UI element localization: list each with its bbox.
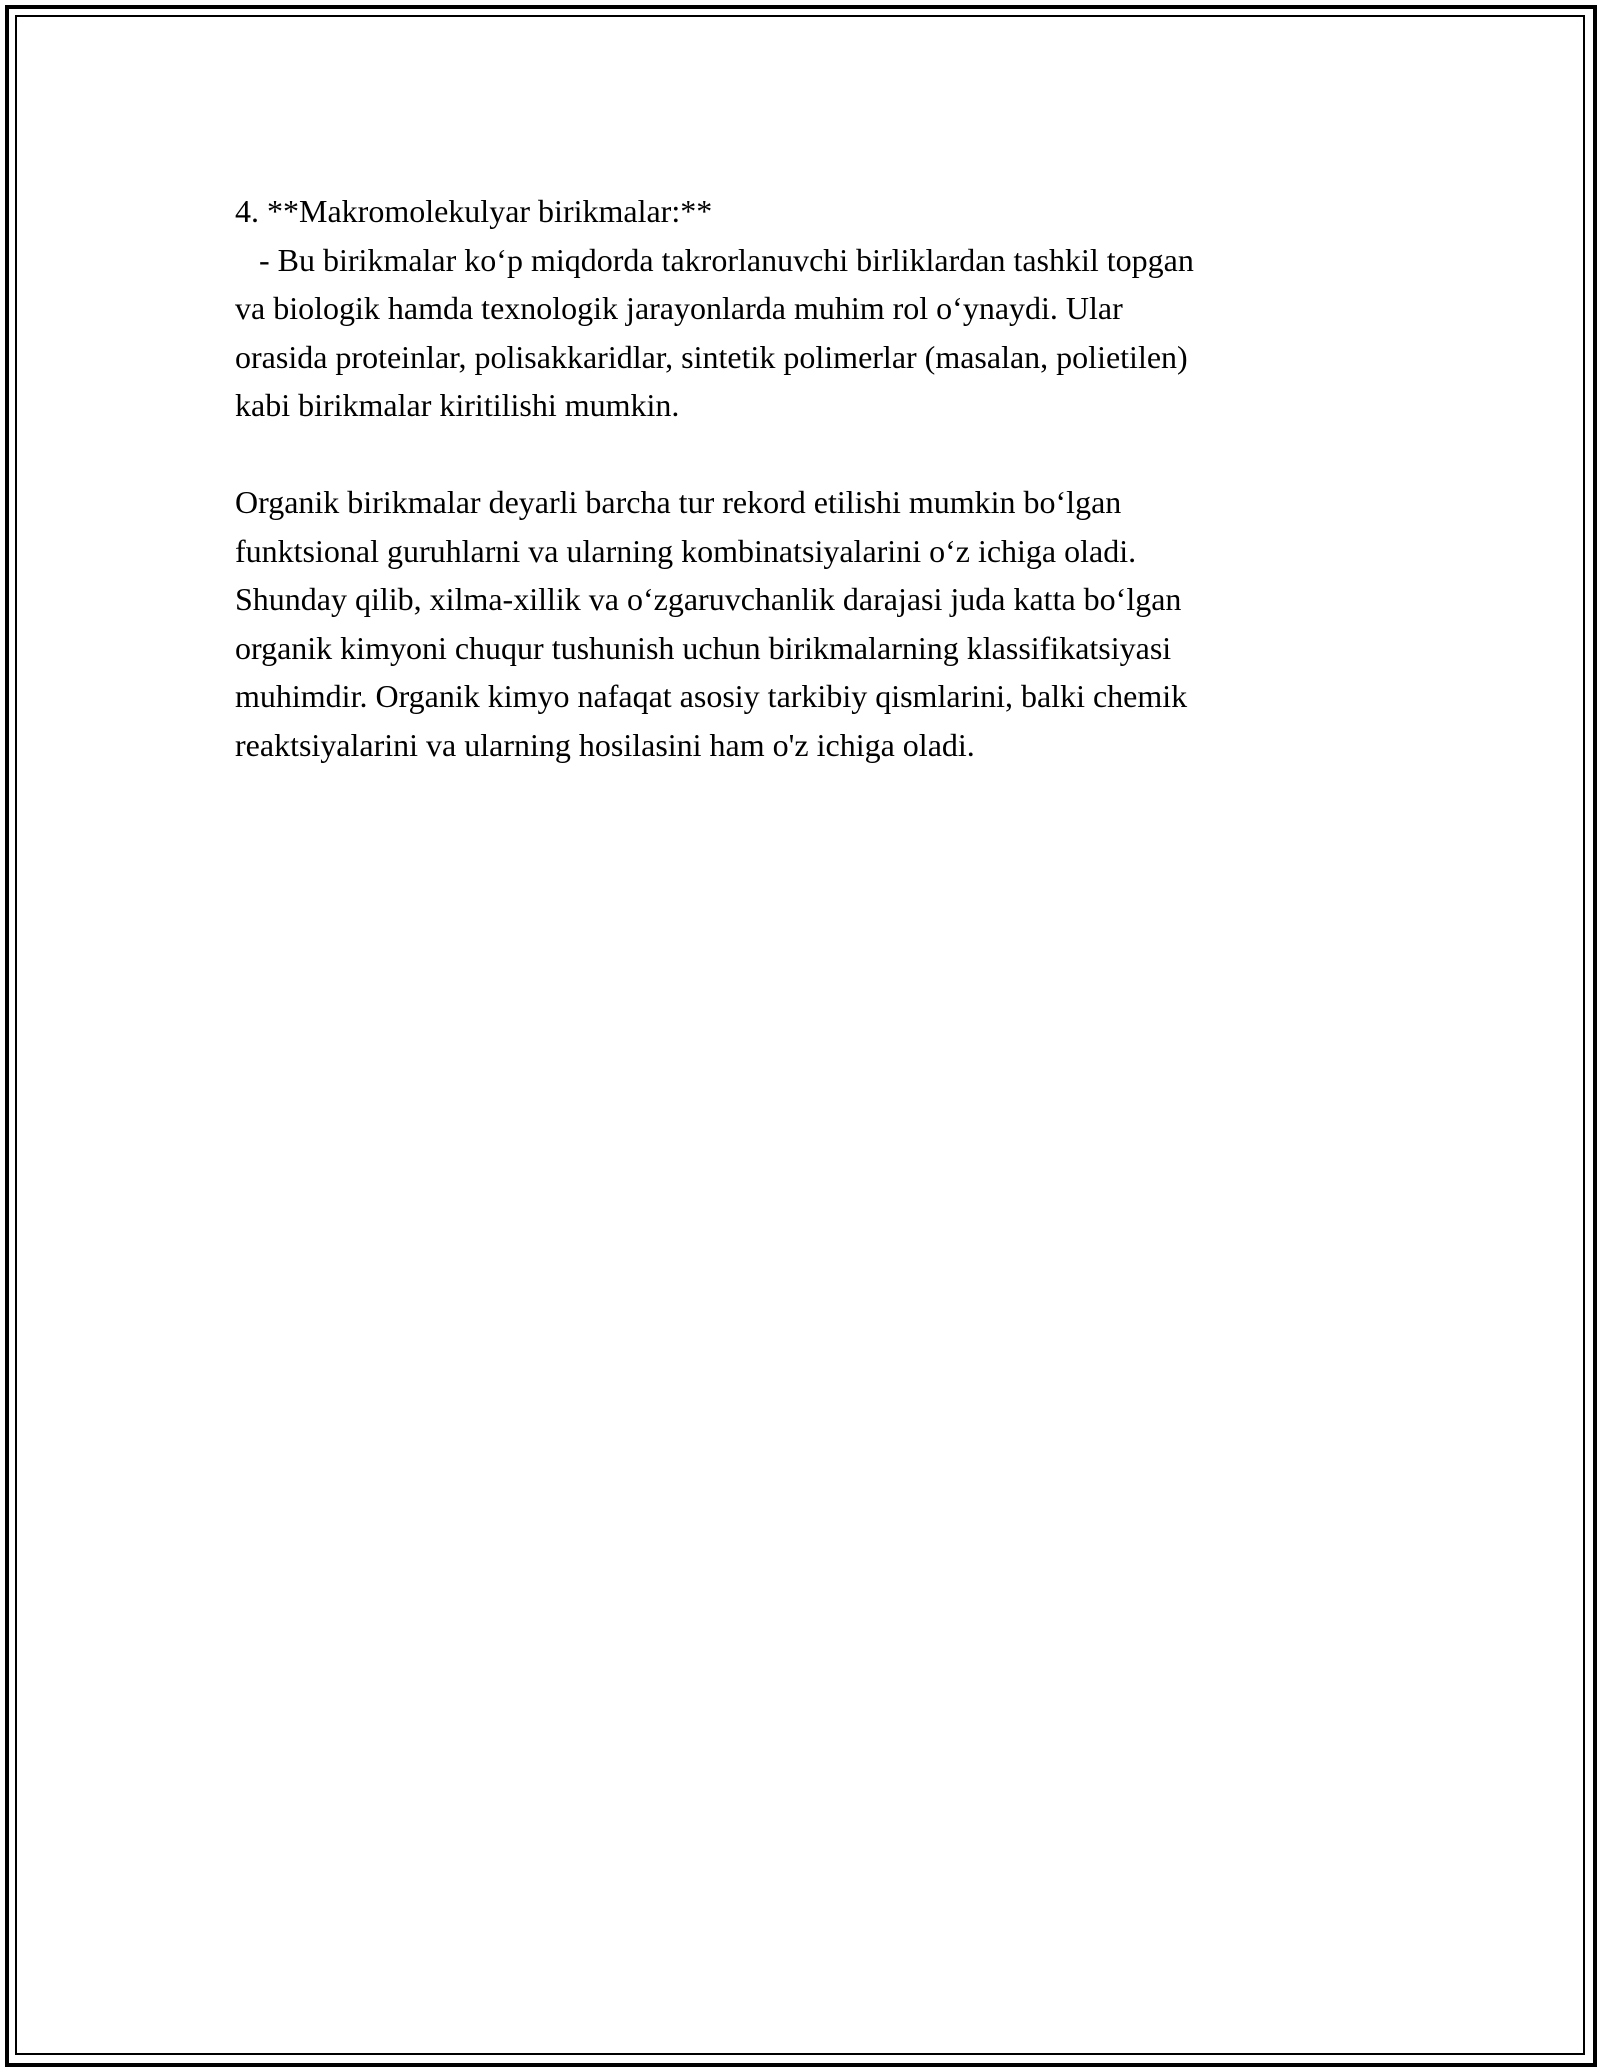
conclusion-line: funktsional guruhlarni va ularning kombinatsiyalarini o‘z ichiga oladi. xyxy=(235,532,1137,569)
conclusion-line: Organik birikmalar deyarli barcha tur rekord etilishi mumkin bo‘lgan xyxy=(235,484,1122,520)
conclusion-line: organik kimyoni chuqur tushunish uchun birikmalarning klassifikatsiyasi xyxy=(235,629,1172,666)
conclusion-line: muhimdir. Organik kimyo nafaqat asosiy tarkibiy qismlarini, balki chemik xyxy=(235,678,1188,714)
paragraph-gap xyxy=(235,430,1355,479)
section-line: orasida proteinlar, polisakkaridlar, sintetik polimerlar (masalan, polietilen) xyxy=(235,338,1188,375)
conclusion-line: Shunday qilib, xilma-xillik va o‘zgaruvchanlik darajasi juda katta bo‘lgan xyxy=(235,581,1182,617)
conclusion-line: reaktsiyalarini va ularning hosilasini ham o'z ichiga oladi. xyxy=(235,726,975,763)
section-line: kabi birikmalar kiritilishi mumkin. xyxy=(235,387,680,423)
section-heading: 4. **Makromolekulyar birikmalar:** xyxy=(235,193,713,229)
section-line: va biologik hamda texnologik jarayonlarda muhim rol o‘ynaydi. Ular xyxy=(235,290,1123,326)
document-body xyxy=(235,187,1355,769)
section-line: - Bu birikmalar ko‘p miqdorda takrorlanuvchi birliklardan tashkil topgan xyxy=(235,241,1194,278)
